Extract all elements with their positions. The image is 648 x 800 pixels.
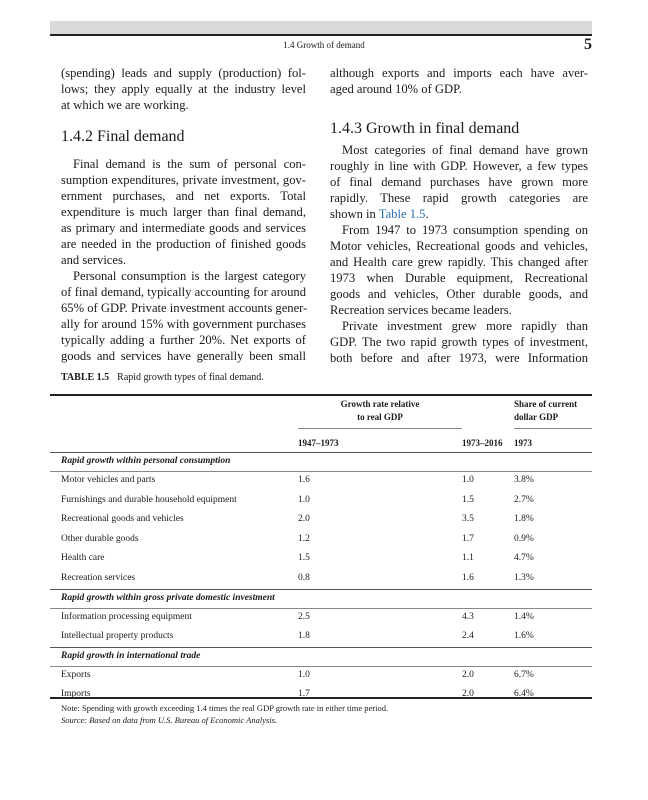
cell-value: 1.4% [514, 611, 534, 622]
cell-value: 2.4 [462, 631, 474, 642]
paragraph [61, 156, 306, 268]
text-line: goods and vehicles, Other durable goods, and [330, 287, 588, 301]
column-header: 1973–2016 [462, 438, 503, 448]
row-label: Intellectual property products [61, 631, 174, 642]
text-line: Motor vehicles, Recreational goods and vehicles, [330, 239, 588, 253]
text-line: of final demand purchases have grown more [330, 175, 588, 189]
text-line: Personal consumption is the largest category [73, 269, 306, 283]
text-line: From 1947 to 1973 consumption spending on [342, 223, 588, 237]
table-source: Source: Based on data from U.S. Bureau of Economic Analysis. [61, 715, 278, 725]
section-header: Rapid growth within personal consumption [61, 456, 231, 466]
section-heading-growth-final-demand: 1.4.3 Growth in final demand [330, 120, 520, 137]
text-line: and Health care grew rapidly. This changed after [330, 255, 588, 269]
row-label: Other durable goods [61, 533, 139, 544]
cell-value: 1.0 [298, 494, 310, 505]
group-header-growth-rate: Growth rate relative to real GDP [340, 399, 420, 422]
row-label: Exports [61, 669, 91, 680]
cell-value: 1.2 [298, 533, 310, 544]
text-fragment: shown in [330, 207, 379, 221]
text-line: at which we are working. [61, 98, 189, 112]
cell-value: 2.7% [514, 494, 534, 505]
text-line: goods and services have generally been small [61, 349, 306, 363]
cell-value: 1.8 [298, 631, 310, 642]
text-line: typically adding a further 20%. Net exports of [61, 333, 306, 347]
cell-value: 6.7% [514, 669, 534, 680]
cell-value: 2.0 [462, 669, 474, 680]
row-label: Furnishings and durable household equipment [61, 494, 237, 505]
text-line: Final demand is the sum of personal con- [73, 157, 306, 171]
page-number: 5 [584, 36, 592, 53]
text-line: (spending) leads and supply (production) fol- [61, 66, 306, 80]
text-line: of final demand, typically accounting for around [61, 285, 306, 299]
text-line: 65% of GDP. Private investment accounts gener- [61, 301, 308, 315]
text-line: aged around 10% of GDP. [330, 82, 462, 96]
cell-value: 1.0 [298, 669, 310, 680]
table-rule [50, 589, 592, 590]
text-line: Recreation services became leaders. [330, 303, 512, 317]
column-header: 1973 [514, 438, 532, 448]
table-rule [514, 428, 592, 429]
cell-value: 1.5 [462, 494, 474, 505]
text-line: roughly in line with GDP. However, a few types [330, 159, 588, 173]
column-header: 1947–1973 [298, 438, 339, 448]
section-header: Rapid growth within gross private domestic investment [61, 592, 275, 603]
paragraph [330, 222, 588, 318]
cell-value: 6.4% [514, 689, 534, 700]
text-line: Private investment grew more rapidly than [342, 319, 588, 333]
text-line: rapidly. These rapid growth categories are [330, 191, 588, 205]
cell-value: 2.5 [298, 611, 310, 622]
table-rule [50, 471, 592, 472]
table-rule [50, 697, 592, 699]
cell-value: 1.1 [462, 553, 474, 564]
cell-value: 2.0 [298, 514, 310, 525]
text-fragment: . [425, 207, 429, 221]
row-label: Information processing equipment [61, 611, 192, 622]
cell-value: 1.5 [298, 553, 310, 564]
table-label: TABLE 1.5 [61, 372, 110, 383]
paragraph [330, 318, 588, 366]
table-caption-text: Rapid growth types of final demand. [117, 372, 264, 383]
cell-value: 4.3 [462, 611, 474, 622]
row-label: Motor vehicles and parts [61, 475, 156, 485]
paragraph [330, 142, 588, 222]
section-header: Rapid growth in international trade [61, 650, 201, 661]
text-line: although exports and imports each have aver- [330, 66, 588, 80]
text-line: expenditure is much larger than final demand, [61, 205, 306, 219]
table-rule [50, 452, 592, 453]
row-label: Imports [61, 689, 91, 700]
text-line: Most categories of final demand have grown [342, 143, 588, 157]
header-bar [50, 21, 592, 36]
section-heading-final-demand: 1.4.2 Final demand [61, 128, 185, 145]
left-body [61, 156, 306, 364]
table-rule [50, 666, 592, 667]
cell-value: 4.7% [514, 553, 534, 564]
paragraph [61, 268, 306, 364]
right-body [330, 142, 588, 366]
cell-value: 0.9% [514, 533, 534, 544]
text-line: 1973 when Durable equipment, Recreational [330, 271, 588, 285]
table-caption [61, 372, 264, 383]
text-line: and services. [61, 253, 127, 267]
cell-value: 1.6 [298, 475, 310, 485]
cell-value: 2.0 [462, 689, 474, 700]
cell-value: 3.5 [462, 514, 474, 525]
table-1-5-link[interactable]: Table 1.5 [378, 207, 426, 221]
left-intro [61, 65, 306, 113]
cell-value: 1.7 [462, 533, 474, 544]
table-rule [50, 647, 592, 648]
row-label: Health care [61, 553, 105, 564]
cell-value: 1.0 [462, 475, 474, 485]
running-title: 1.4 Growth of demand [283, 40, 365, 50]
table-rule [298, 428, 462, 429]
group-header-share-gdp: Share of current dollar GDP [514, 399, 578, 422]
table-rule [50, 608, 592, 609]
right-intro [330, 65, 588, 97]
text-line [330, 206, 588, 222]
text-line: GDP. The two rapid growth types of investment, [330, 335, 588, 349]
text-line: ernment purchases, and net exports. Total [61, 189, 306, 203]
text-line: lows; they apply equally at the industry level [61, 82, 306, 96]
text-line: both before and after 1973, were Information [330, 351, 588, 365]
cell-value: 0.8 [298, 573, 310, 583]
text-line: are needed in the production of finished goods [61, 237, 306, 251]
row-label: Recreational goods and vehicles [61, 514, 184, 525]
table-note: Note: Spending with growth exceeding 1.4 times the real GDP growth rate in either time period. [61, 703, 389, 713]
cell-value: 3.8% [514, 475, 534, 485]
cell-value: 1.8% [514, 514, 534, 525]
cell-value: 1.6 [462, 573, 474, 583]
cell-value: 1.6% [514, 631, 534, 642]
cell-value: 1.7 [298, 689, 310, 700]
text-line: as primary and intermediate goods and services [61, 221, 306, 235]
row-label: Recreation services [61, 573, 136, 583]
cell-value: 1.3% [514, 573, 534, 583]
text-line: ally for around 15% with government purchases [61, 317, 306, 331]
table-rule [50, 394, 592, 396]
text-line: sumption expenditures, private investment, gov- [61, 173, 306, 187]
